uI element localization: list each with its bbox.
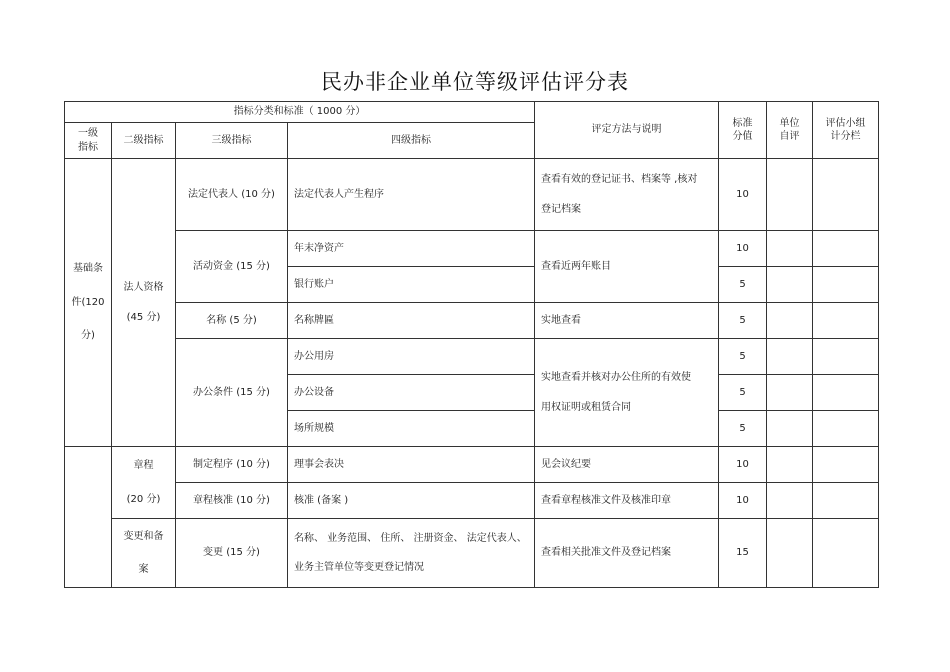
level4-cell: 场所规模 bbox=[288, 411, 535, 447]
level1-line2: 件(120 bbox=[71, 296, 105, 308]
level4-cell: 办公设备 bbox=[288, 375, 535, 411]
header-standard-score bbox=[719, 102, 767, 159]
level2-charter-line2: (20 分) bbox=[126, 493, 161, 505]
header-level2: 二级指标 bbox=[112, 123, 176, 159]
score-cell: 10 bbox=[719, 159, 767, 231]
table-row bbox=[65, 447, 879, 483]
level1-line1: 基础条 bbox=[73, 263, 103, 275]
score-cell: 5 bbox=[719, 303, 767, 339]
level4-cell: 核准 (备案 ) bbox=[288, 483, 535, 519]
method-cell: 见会议纪要 bbox=[535, 447, 719, 483]
method-cell: 查看章程核准文件及核准印章 bbox=[535, 483, 719, 519]
page-title: 民办非企业单位等级评估评分表 bbox=[321, 70, 629, 94]
group-score-cell[interactable] bbox=[813, 519, 879, 588]
self-eval-cell[interactable] bbox=[767, 483, 813, 519]
level4-cell bbox=[288, 519, 535, 588]
self-eval-cell[interactable] bbox=[767, 519, 813, 588]
self-eval-cell[interactable] bbox=[767, 339, 813, 375]
header-self-evaluation bbox=[767, 102, 813, 159]
group-score-cell[interactable] bbox=[813, 303, 879, 339]
header-category-standard: 指标分类和标准（ 1000 分） bbox=[65, 102, 535, 123]
level1-continued bbox=[65, 447, 112, 588]
group-score-cell[interactable] bbox=[813, 447, 879, 483]
level4-cell: 法定代表人产生程序 bbox=[288, 159, 535, 231]
group-score-cell[interactable] bbox=[813, 411, 879, 447]
method-line1: 实地查看并核对办公住所的有效使 bbox=[541, 372, 691, 383]
header-level1-line1: 一级 bbox=[78, 128, 98, 139]
score-cell: 5 bbox=[719, 411, 767, 447]
table-row bbox=[65, 159, 879, 231]
level4-cell: 银行账户 bbox=[288, 267, 535, 303]
group-score-cell[interactable] bbox=[813, 267, 879, 303]
method-line2: 用权证明或租赁合同 bbox=[541, 401, 631, 413]
header-level1-line2: 指标 bbox=[78, 141, 98, 153]
level4-cell: 理事会表决 bbox=[288, 447, 535, 483]
level3-cell: 变更 (15 分) bbox=[176, 519, 288, 588]
header-group-score-line2: 计分栏 bbox=[830, 131, 861, 142]
header-self-evaluation-line2: 自评 bbox=[779, 131, 800, 142]
header-group-score bbox=[813, 102, 879, 159]
table-row bbox=[65, 519, 879, 588]
header-level1 bbox=[65, 123, 112, 159]
scoring-table bbox=[64, 101, 879, 588]
group-score-cell[interactable] bbox=[813, 231, 879, 267]
level3-cell: 章程核准 (10 分) bbox=[176, 483, 288, 519]
header-row-1 bbox=[65, 102, 879, 123]
level2-change bbox=[112, 519, 176, 588]
level4-line2: 业务主管单位等变更登记情况 bbox=[294, 562, 424, 573]
self-eval-cell[interactable] bbox=[767, 447, 813, 483]
level2-legal-line1: 法人资格 bbox=[123, 282, 164, 293]
header-group-score-line1: 评估小组 bbox=[825, 117, 866, 129]
header-method: 评定方法与说明 bbox=[535, 102, 719, 159]
header-standard-score-line1: 标准 bbox=[732, 117, 753, 129]
method-cell bbox=[535, 159, 719, 231]
level4-line1: 名称、 业务范围、 住所、 注册资金、 法定代表人、 bbox=[294, 532, 527, 544]
level4-cell: 名称牌匾 bbox=[288, 303, 535, 339]
method-cell: 实地查看 bbox=[535, 303, 719, 339]
level1-line3: 分) bbox=[81, 330, 95, 342]
table-row bbox=[65, 339, 879, 375]
level3-cell: 法定代表人 (10 分) bbox=[176, 159, 288, 231]
self-eval-cell[interactable] bbox=[767, 231, 813, 267]
level2-change-line1: 变更和备 bbox=[123, 530, 164, 542]
self-eval-cell[interactable] bbox=[767, 375, 813, 411]
level3-cell: 办公条件 (15 分) bbox=[176, 339, 288, 447]
level2-legal-status bbox=[112, 159, 176, 447]
method-cell: 查看相关批准文件及登记档案 bbox=[535, 519, 719, 588]
score-cell: 5 bbox=[719, 267, 767, 303]
group-score-cell[interactable] bbox=[813, 159, 879, 231]
group-score-cell[interactable] bbox=[813, 483, 879, 519]
self-eval-cell[interactable] bbox=[767, 267, 813, 303]
method-cell: 查看近两年账目 bbox=[535, 231, 719, 303]
table-row bbox=[65, 303, 879, 339]
level3-cell: 制定程序 (10 分) bbox=[176, 447, 288, 483]
self-eval-cell[interactable] bbox=[767, 411, 813, 447]
level2-charter bbox=[112, 447, 176, 519]
score-cell: 10 bbox=[719, 231, 767, 267]
group-score-cell[interactable] bbox=[813, 339, 879, 375]
level1-basic-conditions bbox=[65, 159, 112, 447]
level3-cell: 名称 (5 分) bbox=[176, 303, 288, 339]
score-cell: 5 bbox=[719, 339, 767, 375]
table-row bbox=[65, 483, 879, 519]
header-level3: 三级指标 bbox=[176, 123, 288, 159]
header-self-evaluation-line1: 单位 bbox=[779, 117, 800, 129]
table-row bbox=[65, 231, 879, 267]
header-standard-score-line2: 分值 bbox=[732, 131, 753, 142]
level4-cell: 年末净资产 bbox=[288, 231, 535, 267]
self-eval-cell[interactable] bbox=[767, 159, 813, 231]
group-score-cell[interactable] bbox=[813, 375, 879, 411]
method-line2: 登记档案 bbox=[541, 203, 581, 215]
score-cell: 15 bbox=[719, 519, 767, 588]
level4-cell: 办公用房 bbox=[288, 339, 535, 375]
level2-legal-line2: (45 分) bbox=[126, 311, 161, 323]
level3-cell: 活动资金 (15 分) bbox=[176, 231, 288, 303]
method-cell bbox=[535, 339, 719, 447]
score-cell: 5 bbox=[719, 375, 767, 411]
method-line1: 查看有效的登记证书、档案等 ,核对 bbox=[541, 174, 698, 185]
self-eval-cell[interactable] bbox=[767, 303, 813, 339]
header-level4: 四级指标 bbox=[288, 123, 535, 159]
score-cell: 10 bbox=[719, 447, 767, 483]
level2-change-line2: 案 bbox=[138, 564, 149, 575]
score-cell: 10 bbox=[719, 483, 767, 519]
level2-charter-line1: 章程 bbox=[133, 460, 154, 471]
